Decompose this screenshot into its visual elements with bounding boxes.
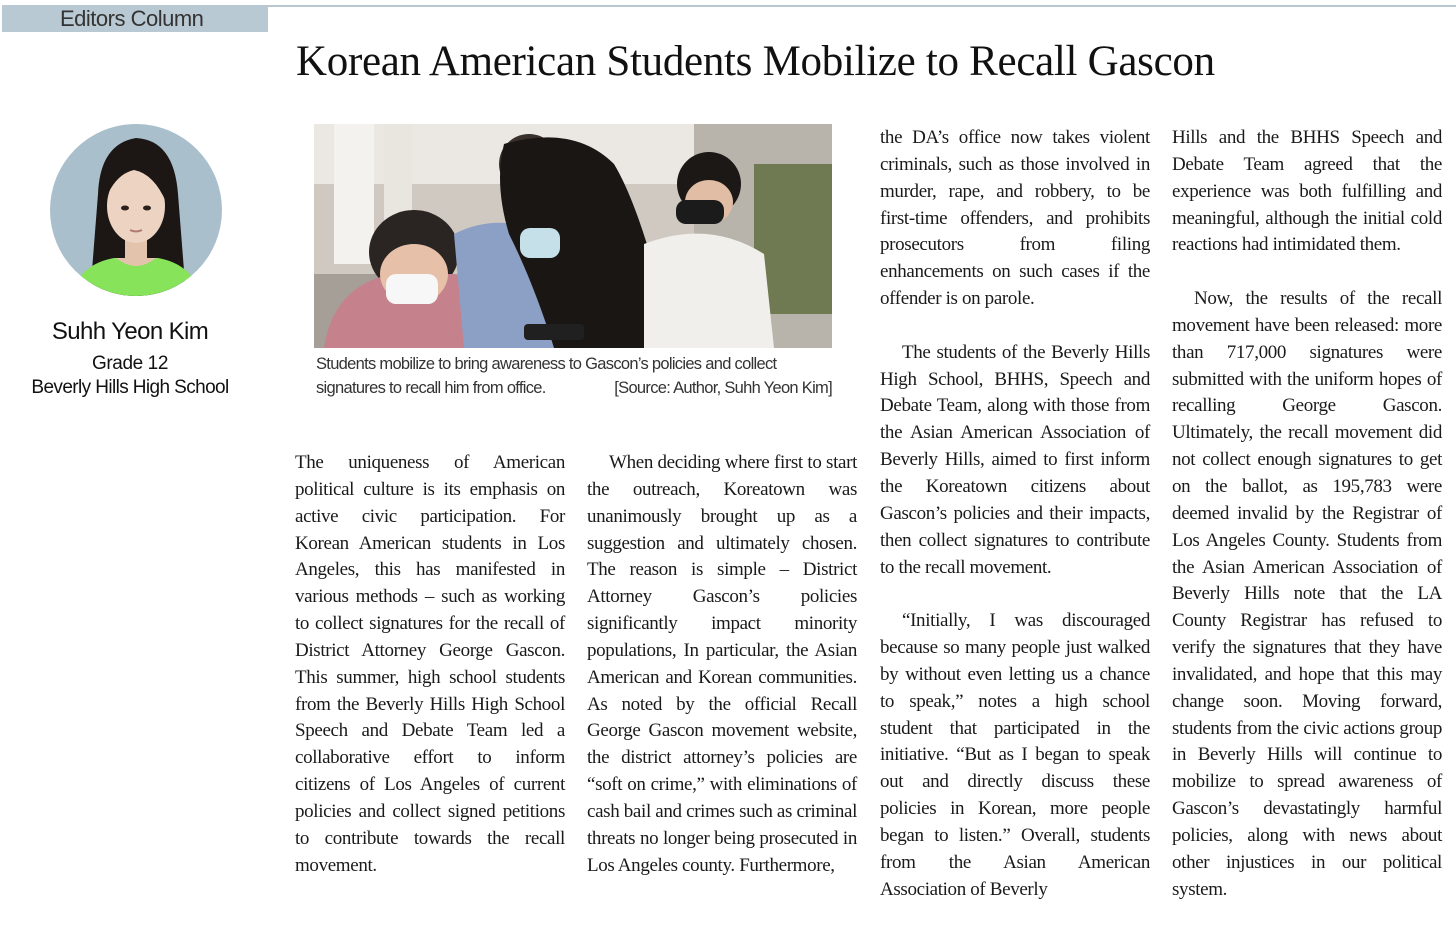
caption-text: Students mobilize to bring awareness to Gascon’s policies and collect signatures to recall him from office. <box>316 355 777 397</box>
paragraph: “Initially, I was discouraged because so many people just walked by without even letting us a chance to speak,” notes a high school student that participated in the initiative. “But as I began to speak out and directly discuss these policies in Korean, more people began to listen.” Overall, students from the Asian American Association of Beverly <box>880 610 1150 900</box>
paragraph: Hills and the BHHS Speech and Debate Team agreed that the experience was both fulfilling and meaningful, although the initial cold reactions had intimidated them. <box>1172 127 1442 256</box>
article-photo <box>314 124 832 348</box>
author-grade: Grade 12 <box>91 353 169 374</box>
headline: Korean American Students Mobilize to Recall Gascon <box>296 38 1215 85</box>
author-school: Beverly Hills High School <box>31 377 229 398</box>
photo-caption <box>316 352 832 400</box>
paragraph: When deciding where first to start the outreach, Koreatown was unanimously brought up as a suggestion and ultimately chosen. The reason is simple – District Attorney Gascon’s policies significantly impact minority populations, In particular, the Asian American and Korean communities. As noted by the official Recall George Gascon movement website, the district attorney’s policies are “soft on crime,” with eliminations of cash bail and crimes such as criminal threats no longer being prosecuted in Los Angeles county. Furthermore, <box>587 452 857 876</box>
paragraph: the DA’s office now takes violent criminals, such as those involved in murder, rape, and robbery, to be first-time offenders, and prohibits prosecutors from filing enhancements on such cases if the offender is on parole. <box>880 127 1150 310</box>
article-column-1 <box>295 450 565 906</box>
paragraph: The uniqueness of American political culture is its emphasis on active civic participation. For Korean American students in Los Angeles, this has manifested in various methods – such as working to collect signatures for the recall of District Attorney George Gascon. This summer, high school students from the Beverly Hills High School Speech and Debate Team led a collaborative effort to inform citizens of Los Angeles of current policies and collect signed petitions to contribute towards the recall movement. <box>295 452 565 876</box>
author-portrait <box>50 124 222 296</box>
article-column-4 <box>1172 125 1442 930</box>
article-column-2 <box>587 450 857 906</box>
author-name: Suhh Yeon Kim <box>51 318 209 345</box>
paragraph: The students of the Beverly Hills High School, BHHS, Speech and Debate Team, along with those from the Asian American Association of Beverly Hills, aimed to first inform the Koreatown citizens about Gascon’s policies and their impacts, then collect signatures to contribute to the recall movement. <box>880 341 1150 578</box>
article-column-3 <box>880 125 1150 930</box>
caption-source: [Source: Author, Suhh Yeon Kim] <box>614 379 832 397</box>
section-tag: Editors Column <box>2 5 268 32</box>
paragraph: Now, the results of the recall movement have been released: more than 717,000 signatures were submitted with the uniform hopes of recalling George Gascon. Ultimately, the recall movement did not collect enough signatures to get on the ballot, as 195,783 were deemed invalid by the Registrar of Los Angeles County. Students from the Asian American Association of Beverly Hills note that the LA County Registrar has refused to verify the signatures that they have invalidated, and hope that this may change soon. Moving forward, students from the civic actions group in Beverly Hills will continue to mobilize to spread awareness of Gascon’s devastatingly harmful policies, along with news about other injustices in our political system. <box>1172 288 1442 900</box>
top-rule <box>268 5 1456 7</box>
